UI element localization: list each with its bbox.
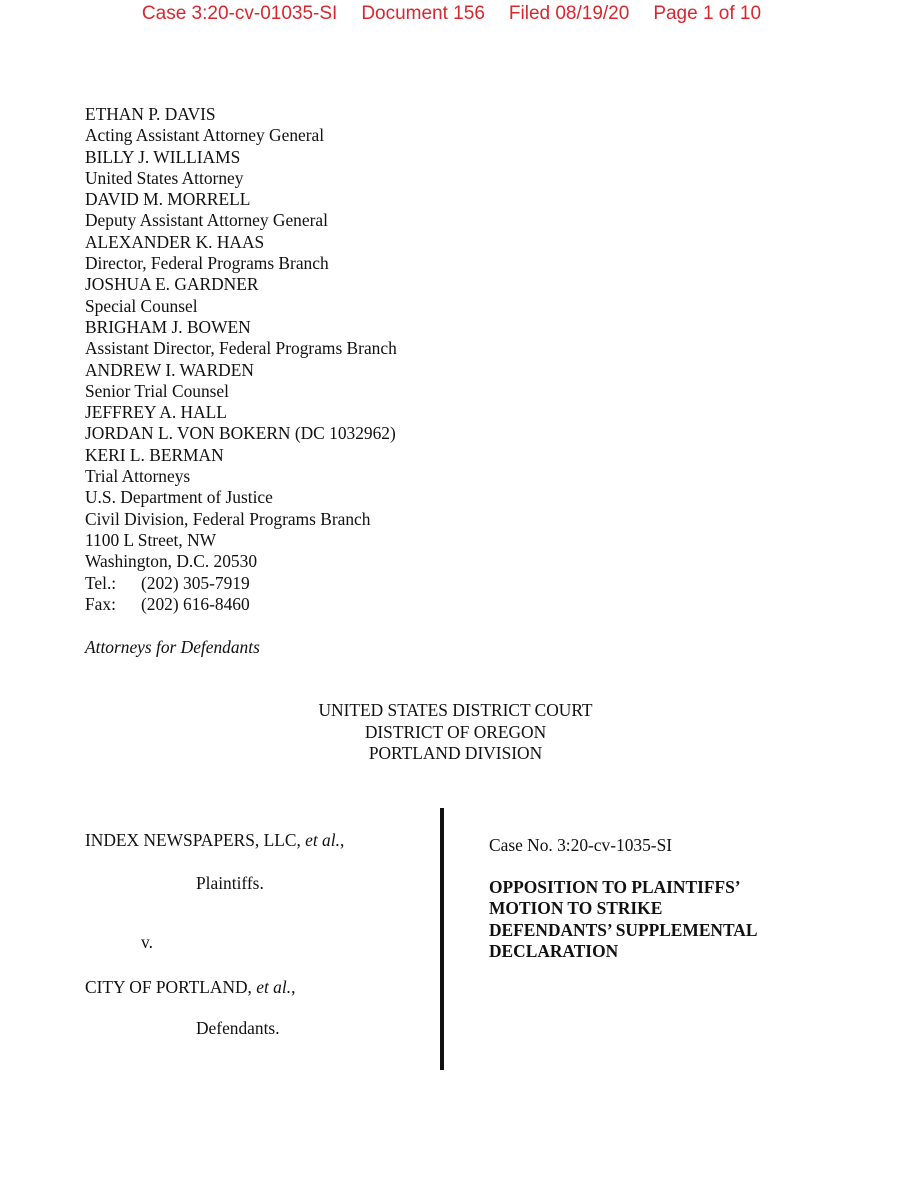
fax-line	[85, 594, 397, 615]
ecf-document-number: Document 156	[361, 3, 485, 24]
court-division: PORTLAND DIVISION	[368, 743, 543, 763]
telephone-line	[85, 573, 397, 594]
counsel-line: ALEXANDER K. HAAS	[85, 231, 265, 252]
ecf-header	[0, 2, 903, 26]
counsel-line: Director, Federal Programs Branch	[85, 253, 329, 274]
counsel-line: United States Attorney	[85, 167, 244, 188]
counsel-line: BILLY J. WILLIAMS	[85, 146, 241, 167]
counsel-line: BRIGHAM J. BOWEN	[85, 316, 251, 337]
counsel-line: U.S. Department of Justice	[85, 487, 273, 508]
fax-number: (202) 616-8460	[141, 593, 250, 614]
defendant-et-al: et al.	[256, 977, 292, 997]
counsel-block	[85, 104, 397, 615]
counsel-line: Civil Division, Federal Programs Branch	[85, 508, 371, 529]
defendant-suffix: ,	[291, 977, 296, 997]
counsel-line: Special Counsel	[85, 295, 198, 316]
defendant-name-text: CITY OF PORTLAND,	[85, 977, 252, 997]
defendant-name	[85, 976, 295, 998]
fax-label: Fax:	[85, 593, 116, 614]
plaintiff-name	[85, 829, 344, 851]
caption-divider	[440, 808, 444, 1070]
counsel-line: Washington, D.C. 20530	[85, 551, 258, 572]
telephone-label: Tel.:	[85, 572, 117, 593]
ecf-filed-date: Filed 08/19/20	[508, 3, 630, 24]
counsel-line: ANDREW I. WARDEN	[85, 359, 254, 380]
court-name: UNITED STATES DISTRICT COURT	[318, 700, 593, 720]
counsel-line: Acting Assistant Attorney General	[85, 125, 325, 146]
counsel-line: Senior Trial Counsel	[85, 380, 229, 401]
ecf-page-count: Page 1 of 10	[653, 3, 762, 24]
telephone-number: (202) 305-7919	[141, 572, 250, 593]
counsel-line: JEFFREY A. HALL	[85, 402, 227, 423]
counsel-line: JOSHUA E. GARDNER	[85, 274, 259, 295]
counsel-line: ETHAN P. DAVIS	[85, 104, 216, 124]
ecf-case-number: Case 3:20-cv-01035-SI	[141, 3, 338, 24]
document-title-line: DECLARATION	[489, 940, 619, 961]
versus: v.	[141, 932, 153, 952]
counsel-line: 1100 L Street, NW	[85, 529, 217, 550]
court-caption	[0, 700, 903, 765]
attorneys-for-defendants: Attorneys for Defendants	[85, 637, 260, 657]
counsel-line: JORDAN L. VON BOKERN (DC 1032962)	[85, 423, 396, 444]
document-title	[489, 877, 757, 962]
counsel-line: KERI L. BERMAN	[85, 444, 224, 465]
counsel-line: DAVID M. MORRELL	[85, 189, 251, 210]
counsel-line: Trial Attorneys	[85, 466, 191, 487]
counsel-line: Deputy Assistant Attorney General	[85, 210, 328, 231]
court-district: DISTRICT OF OREGON	[364, 721, 547, 742]
document-title-line: DEFENDANTS’ SUPPLEMENTAL	[489, 919, 758, 940]
plaintiff-role: Plaintiffs.	[196, 873, 264, 893]
defendant-role: Defendants.	[196, 1018, 280, 1038]
document-title-line: OPPOSITION TO PLAINTIFFS’	[489, 877, 741, 897]
plaintiff-suffix: ,	[339, 830, 345, 850]
counsel-line: Assistant Director, Federal Programs Branch	[85, 338, 397, 359]
plaintiff-name-text: INDEX NEWSPAPERS, LLC,	[85, 830, 301, 850]
case-number: Case No. 3:20-cv-1035-SI	[489, 835, 673, 855]
plaintiff-et-al: et al.	[305, 830, 340, 850]
document-title-line: MOTION TO STRIKE	[489, 898, 663, 919]
